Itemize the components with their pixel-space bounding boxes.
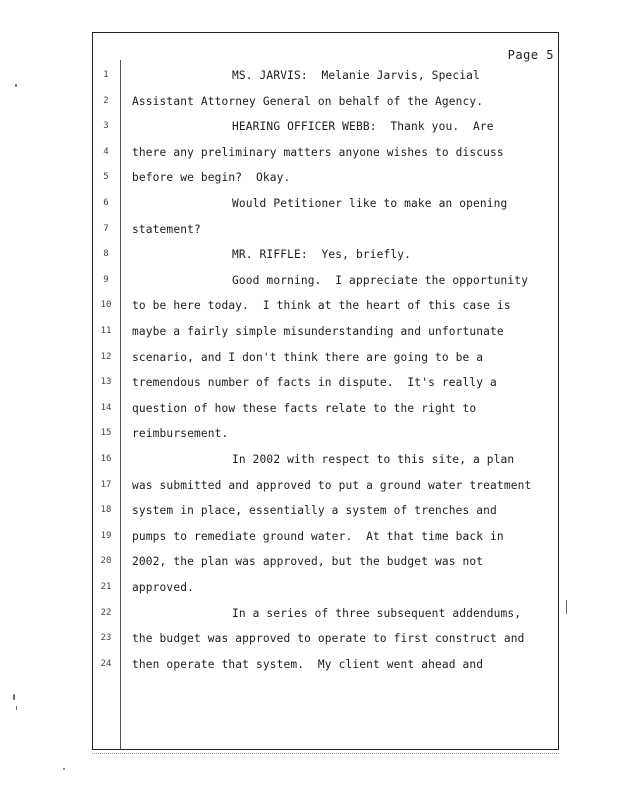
transcript-line: statement? xyxy=(132,222,201,236)
transcript-line: approved. xyxy=(132,581,194,594)
line-number: 13 xyxy=(100,377,112,388)
transcript-line: Would Petitioner like to make an opening xyxy=(232,197,508,210)
line-number: 2 xyxy=(103,95,109,106)
transcript-line: to be here today. I think at the heart of this case is xyxy=(132,299,511,313)
line-number: 20 xyxy=(100,556,112,567)
transcript-line: 2002, the plan was approved, but the budget was not xyxy=(132,555,484,569)
line-number: 3 xyxy=(103,121,109,132)
line-number: 24 xyxy=(100,658,112,669)
scan-speck xyxy=(16,706,17,710)
scan-speck xyxy=(63,768,65,770)
transcript-line: tremendous number of facts in dispute. It's really a xyxy=(132,376,497,390)
line-number: 8 xyxy=(103,249,109,260)
transcript-line: Good morning. I appreciate the opportunity xyxy=(232,273,529,287)
line-number: 12 xyxy=(100,351,112,362)
line-number: 23 xyxy=(100,633,112,644)
line-number: 18 xyxy=(100,505,112,516)
line-number: 10 xyxy=(100,300,112,311)
transcript-line: In a series of three subsequent addendums, xyxy=(232,606,522,620)
scan-speck xyxy=(15,84,17,87)
scan-speck xyxy=(13,694,15,700)
transcript-line: maybe a fairly simple misunderstanding and unfortunate xyxy=(132,325,504,338)
transcript-line: reimbursement. xyxy=(132,427,229,441)
transcript-line: then operate that system. My client went ahead and xyxy=(132,657,484,671)
scan-speck xyxy=(566,600,567,614)
page-number: Page 5 xyxy=(507,48,554,62)
line-number: 1 xyxy=(103,70,109,80)
line-number: 21 xyxy=(100,582,112,592)
transcript-line: there any preliminary matters anyone wishes to discuss xyxy=(132,145,504,159)
margin-rule xyxy=(120,60,121,750)
transcript-line: before we begin? Okay. xyxy=(132,171,291,185)
line-number: 5 xyxy=(103,172,109,183)
transcript-line: In 2002 with respect to this site, a plan xyxy=(232,453,515,466)
line-number: 15 xyxy=(100,428,112,439)
transcript-line: the budget was approved to operate to first construct and xyxy=(132,632,525,646)
line-number: 22 xyxy=(100,607,112,618)
scan-artifact-line xyxy=(92,753,559,754)
transcript-line: system in place, essentially a system of trenches and xyxy=(132,504,497,518)
transcript-line: MR. RIFFLE: Yes, briefly. xyxy=(232,248,412,262)
line-number: 6 xyxy=(103,198,109,208)
line-number: 11 xyxy=(100,326,112,336)
transcript-line: scenario, and I don't think there are going to be a xyxy=(132,350,484,364)
line-number: 4 xyxy=(103,146,109,157)
transcript-line: was submitted and approved to put a ground water treatment xyxy=(132,478,532,492)
line-number: 17 xyxy=(100,479,112,490)
line-number: 9 xyxy=(103,274,109,285)
transcript-line: pumps to remediate ground water. At that time back in xyxy=(132,529,504,543)
transcript-line: question of how these facts relate to the right to xyxy=(132,401,477,415)
line-number: 7 xyxy=(103,223,109,234)
transcript-line: HEARING OFFICER WEBB: Thank you. Are xyxy=(232,120,494,134)
line-number: 14 xyxy=(100,402,112,413)
line-number: 16 xyxy=(100,454,112,464)
line-number: 19 xyxy=(100,530,112,541)
transcript-line: Assistant Attorney General on behalf of the Agency. xyxy=(132,94,484,108)
transcript-line: MS. JARVIS: Melanie Jarvis, Special xyxy=(232,69,480,82)
